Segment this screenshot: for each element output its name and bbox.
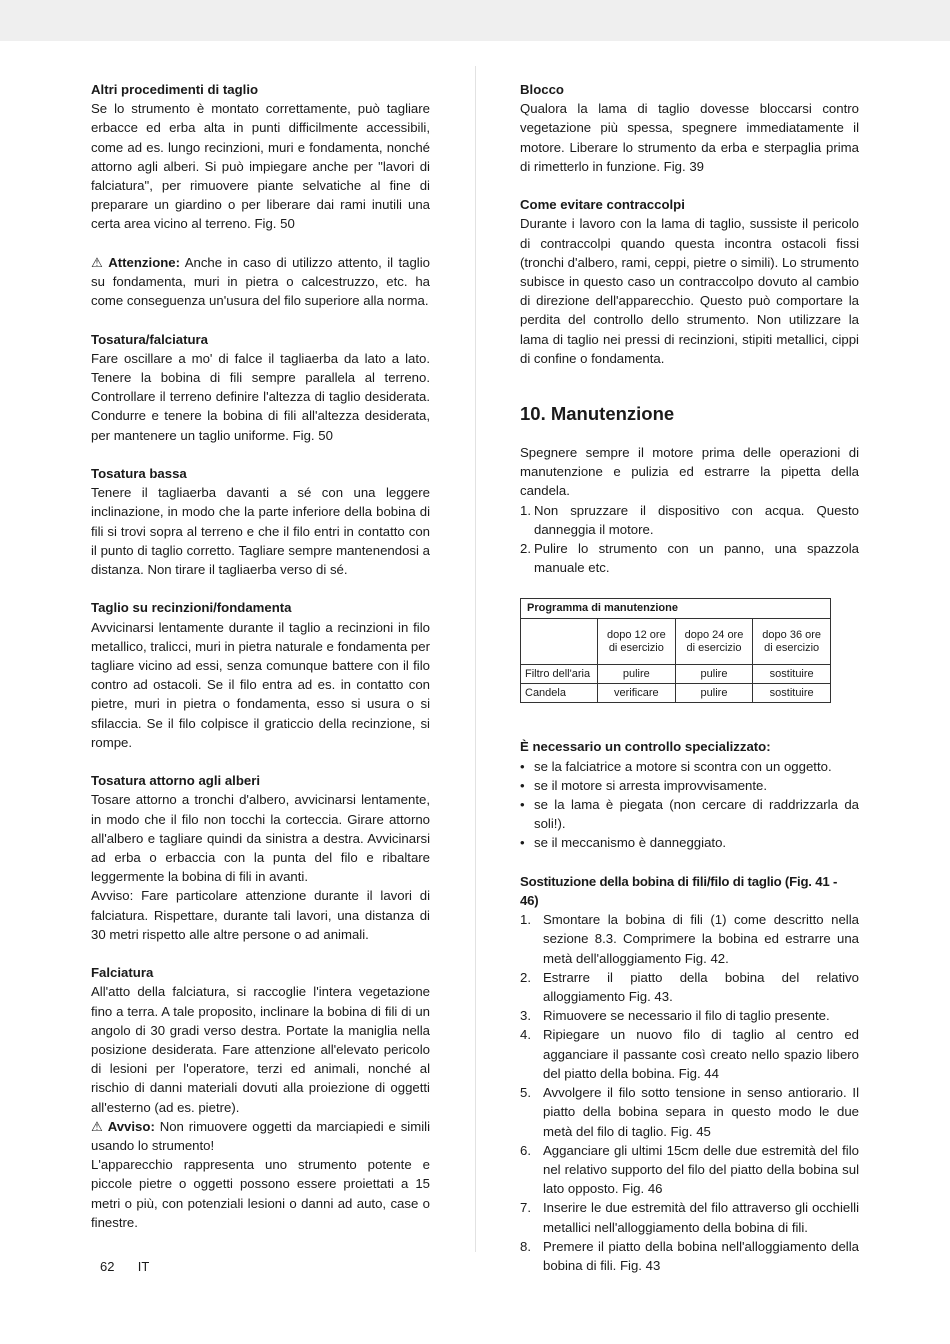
section-text: Qualora la lama di taglio dovesse bloccarsi contro vegetazione più spessa, spegnere immediatamente il motore. Liberare lo strumento da erba e sterpaglia prima di rimetterlo in funzione. Fig. 39 [520,101,859,174]
table-row: Filtro dell'aria pulire pulire sostituire [521,665,831,684]
warning-label: Avviso: [107,1118,155,1134]
section-title: Tosatura attorno agli alberi [91,773,261,789]
list-item: 7. Inserire le due estremità del filo attraverso gli occhielli metallici nell'alloggiamento della bobina di fili. [520,1200,859,1235]
list-item: • se il meccanismo è danneggiato. [520,835,727,851]
chapter-heading: 10. Manutenzione [520,403,675,425]
check-list [520,757,859,853]
list-item: 3. Rimuovere se necessario il filo di taglio presente. [520,1008,830,1024]
section-title: Taglio su recinzioni/fondamenta [91,600,292,616]
list-item: • se la lama è piegata (non cercare di raddrizzarla da soli!). [520,797,859,832]
top-bar [0,0,950,41]
table-header: dopo 24 ore di esercizio [675,619,753,665]
table-header: dopo 36 ore di esercizio [753,619,831,665]
list-item: 8. Premere il piatto della bobina nell'alloggiamento della bobina di fili. Fig. 43 [520,1238,859,1273]
right-column [520,80,859,1275]
table-row: Candela verificare pulire sostituire [521,684,831,703]
section-text: Durante i lavoro con la lama di taglio, sussiste il pericolo di contraccolpi quando questa incontra ostacoli fissi (tronchi d'albero, rami, ceppi, pietre o simili). Lo strumento subisce in questo caso un contraccolpo dovuto al cambio di direzione dell'apparecchio. Questo può comportare la perdita del controllo dello strumento. Non utilizzare la lama di taglio nei pressi di recinzioni, stipiti metallici, cippi di confine o fondamenta. [520,216,859,366]
section-text: All'atto della falciatura, si raccoglie l'intera vegetazione fino a terra. A tale proposito, inclinare la bobina di fili di un angolo di 30 gradi verso destra. Portate la maniglia nella posizione desiderata. Fare attenzione all'elevato pericolo di lesioni per l'operatore, terzi ed animali, nonché al rischio di danni materiali dovuti alla proiezione di oggetti all'esterno (ad es. pietre). [91,984,430,1115]
warning-text: Anche in caso di utilizzo attento, il taglio su fondamenta, muri in pietra o calcestruzzo, etc. ha come conseguenza un'usura del filo superiore alla norma. [91,254,430,309]
section-title: Come evitare contraccolpi [520,197,685,213]
list-item: • se la falciatrice a motore si scontra con un oggetto. [520,758,832,774]
warning-triangle-icon: ⚠ [91,1118,103,1134]
section-title: Tosatura/falciatura [91,331,209,347]
list-item: • se il motore si arresta improvvisamente. [520,777,768,793]
section-title: Sostituzione della bobina di fili/filo di taglio (Fig. 41 - 46) [520,873,838,909]
column-divider [475,66,476,1252]
section-text: Avviso: Fare particolare attenzione durante il lavori di falciatura. Rispettare, durante tali lavori, una distanza di 30 metri rispetto alle altre persone o ad animali. [91,888,430,942]
warning-label: Attenzione: [108,254,181,270]
list-item: 5. Avvolgere il filo sotto tensione in senso antiorario. Il piatto della bobina separa in questo modo le due metà del filo di taglio. Fig. 45 [520,1085,859,1139]
list-item: 4. Ripiegare un nuovo filo di taglio al centro ed agganciare il passante così creato nello spazio libero del piatto della bobina. Fig. 44 [520,1027,859,1081]
list-item: 2. Estrarre il piatto della bobina del relativo alloggiamento Fig. 43. [520,969,859,1005]
list-item: 1. Smontare la bobina di fili (1) come descritto nella sezione 8.3. Comprimere la bobina ed estrarre una metà dell'alloggiamento Fig. 42. [520,912,859,966]
table-title: Programma di manutenzione [521,599,831,619]
warning-triangle-icon: ⚠ [91,254,103,270]
left-column [91,80,430,1232]
list-item: 1. Non spruzzare il dispositivo con acqua. Questo danneggia il motore. [520,502,859,537]
section-text: Spegnere sempre il motore prima delle operazioni di manutenzione e pulizia ed estrarre la pipetta della candela. [520,445,859,499]
section-text: L'apparecchio rappresenta uno strumento potente e piccole pietre o oggetti possono essere proiettati a 15 metri o più, con potenziali lesioni o danni ad auto, case o finestre. [91,1157,430,1230]
section-title: Altri procedimenti di taglio [91,82,259,97]
replacement-list [520,910,859,1275]
section-title: Tosatura bassa [91,466,187,482]
section-text: Fare oscillare a mo' di falce il tagliaerba da lato a lato. Tenere la bobina di fili sempre parallela al terreno. Controllare il terreno definire l'altezza di taglio desiderata. Condurre e tenere la bobina di fili all'altezza desiderata, per mantenere un taglio uniforme. Fig. 50 [91,350,430,443]
section-title: Blocco [520,82,564,97]
section-text: Se lo strumento è montato correttamente, può tagliare erbacce ed erba alta in punti difficilmente accessibili, come ad es. lungo recinzioni, muri e fondamenta, nonché attorno agli alberi. Si può impiegare anche per "lavori di falciatura", per rimuovere piante selvatiche al fine di preparare un giardino o per liberare dai rami inutili una certa area vicino al terreno. Fig. 50 [91,101,430,232]
section-title: Falciatura [91,965,154,981]
language-code: IT [137,1259,150,1274]
page-footer [100,1259,149,1274]
maintenance-list [520,501,859,578]
section-text: Tenere il tagliaerba davanti a sé con una leggere inclinazione, in modo che la parte inferiore della bobina di fili si trovi sopra al terreno e che il filo entri in contatto con il punto di taglio corretto. Tagliare sempre mantenendosi a distanza. Non tirare il tagliaerba verso di sé. [91,485,430,578]
warning-text: Non rimuovere oggetti da marciapiedi e simili usando lo strumento! [91,1118,430,1154]
section-text: Tosare attorno a tronchi d'albero, avvicinarsi lentamente, in modo che il filo non tocchi la corteccia. Girare attorno all'albero e tagliare quindi da sinistra a destra. Avvicinarsi ad erba o erbaccia con la punta del filo e ribaltare leggermente la bobina di fili in avanti. [91,792,430,885]
section-text: Avvicinarsi lentamente durante il taglio a recinzioni in filo metallico, tralicci, muri in pietra naturale e fondamenta per tagliare vicino ad essi, senza comunque battere con il filo contro ad ostacoli. Se il filo entra ad es. in contatto con pietre, muri in pietra o fondamenta, esso si usura o si sfilaccia. Se il filo colpisce il graticcio della recinzione, si rompe. [91,619,430,750]
page-number: 62 [100,1259,115,1274]
list-item: 2. Pulire lo strumento con un panno, una spazzola manuale etc. [520,541,859,576]
table-header: dopo 12 ore di esercizio [598,619,676,665]
maintenance-table [520,598,831,703]
section-title: È necessario un controllo specializzato: [520,739,771,755]
warning-paragraph [91,1117,430,1155]
list-item: 6. Agganciare gli ultimi 15cm delle due estremità del filo nel relativo supporto del filo del piatto della bobina sul lato opposto. Fig. 46 [520,1142,859,1197]
warning-paragraph [91,253,430,311]
